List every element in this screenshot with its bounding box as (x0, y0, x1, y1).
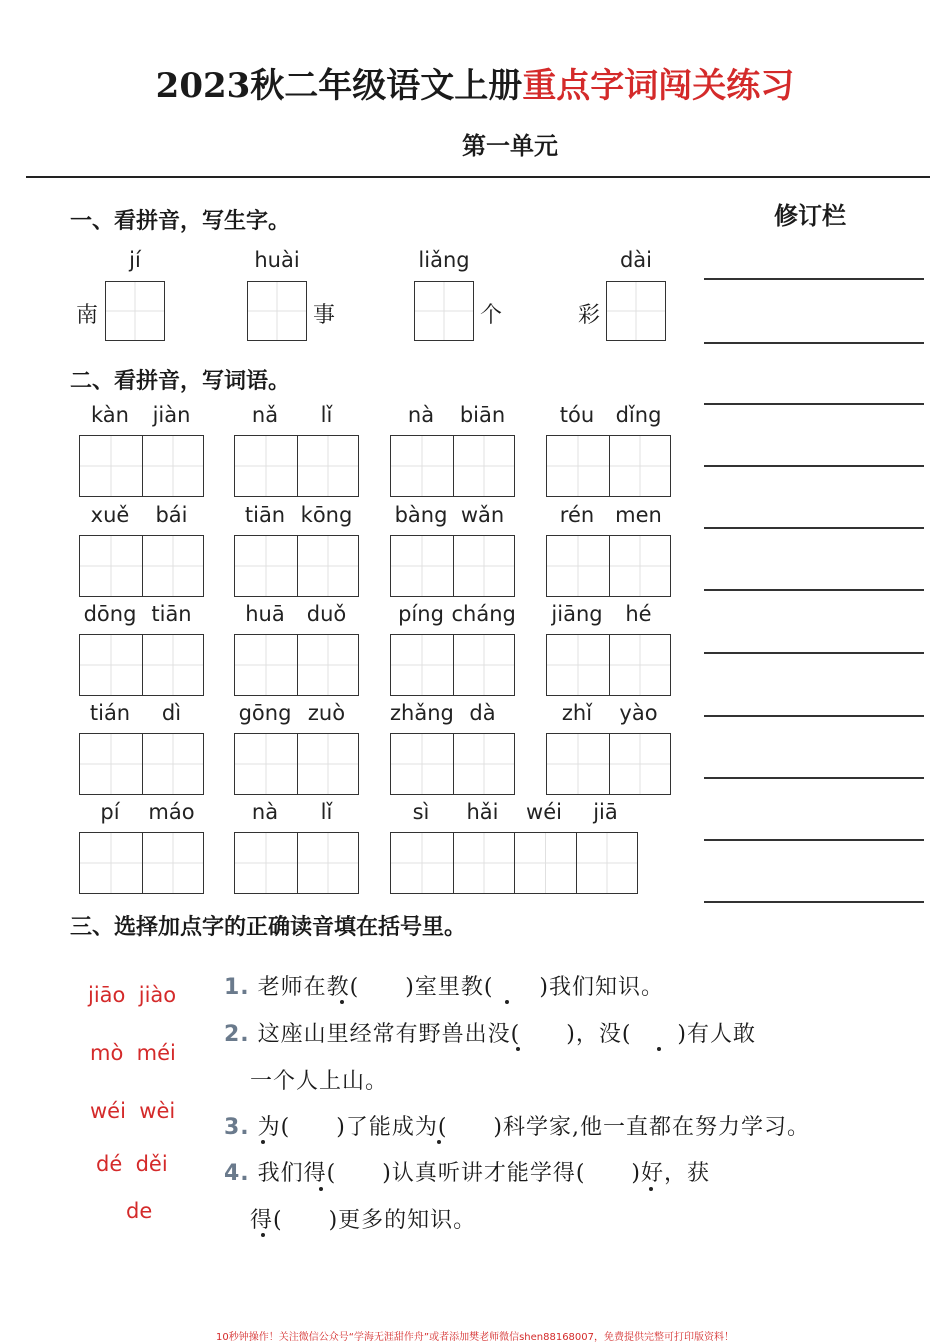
word-box-group (390, 733, 515, 795)
pinyin-label: máo (148, 800, 195, 824)
word-box-group (546, 634, 671, 696)
pinyin-label: dǐng (615, 403, 662, 427)
question-text: 这座山里经常有野兽出没( )，没( )有人敢 (257, 1022, 757, 1047)
revision-line (704, 839, 924, 841)
character-box[interactable] (391, 833, 453, 893)
title-main: 2023秋二年级语文上册 (155, 66, 523, 106)
character-box[interactable] (414, 281, 474, 341)
pinyin-label: jí (129, 248, 141, 272)
question-text: 老师在教( )室里教( )我们知识。 (257, 975, 665, 1000)
section3-heading: 三、选择加点字的正确读音填在括号里。 (70, 915, 467, 940)
word-box-group (390, 832, 638, 894)
character-box[interactable] (453, 833, 515, 893)
character-box[interactable] (453, 536, 515, 596)
question-line (224, 970, 664, 1001)
word-box-group (390, 535, 515, 597)
revision-line (704, 342, 924, 344)
question-number: 4. (224, 1161, 250, 1186)
revision-line (704, 652, 924, 654)
word-box-group (234, 832, 359, 894)
character-box[interactable] (80, 635, 142, 695)
character-box[interactable] (80, 734, 142, 794)
character-box[interactable] (453, 635, 515, 695)
pinyin-label: lǐ (320, 800, 333, 824)
pinyin-label: zhǎng (390, 701, 454, 725)
character-box[interactable] (297, 734, 359, 794)
question-line (250, 1203, 476, 1234)
pinyin-label: huā (245, 602, 285, 626)
character-box[interactable] (235, 635, 297, 695)
pinyin-label: tián (89, 701, 131, 725)
question-number: 3. (224, 1115, 250, 1140)
character-box[interactable] (142, 436, 204, 496)
context-character: 事 (313, 303, 336, 328)
pronunciation-option: de (126, 1199, 153, 1223)
character-box[interactable] (391, 635, 453, 695)
context-character: 彩 (578, 303, 601, 328)
character-box[interactable] (142, 635, 204, 695)
revision-line (704, 403, 924, 405)
word-box-group (390, 435, 515, 497)
pinyin-label: xuě (90, 503, 130, 527)
character-box[interactable] (547, 734, 609, 794)
question-text: 我们得( )认真听讲才能学得( )好，获 (257, 1161, 711, 1186)
character-box[interactable] (80, 833, 142, 893)
revision-line (704, 901, 924, 903)
character-box[interactable] (297, 833, 359, 893)
revision-line (704, 589, 924, 591)
question-line (250, 1064, 388, 1095)
character-box[interactable] (105, 281, 165, 341)
emphasis-dot (319, 1187, 323, 1191)
pinyin-label: bàng (394, 503, 448, 527)
question-line (224, 1110, 810, 1141)
word-box-group (234, 535, 359, 597)
character-box[interactable] (142, 536, 204, 596)
character-box[interactable] (235, 536, 297, 596)
context-character: 南 (76, 303, 99, 328)
word-box-group (234, 634, 359, 696)
footer-note: 10秒钟操作！关注微信公众号“学海无涯甜作舟”或者添加樊老师微信shen88168007，免费提供完整可打印版资料！ (215, 1332, 735, 1343)
pinyin-label: gōng (238, 701, 292, 725)
emphasis-dot (261, 1233, 265, 1237)
question-number: 2. (224, 1022, 250, 1047)
question-text: 一个人上山。 (250, 1069, 389, 1094)
pinyin-label: wéi (526, 800, 562, 824)
question-text: 为( )了能成为( )科学家,他一直都在努力学习。 (257, 1115, 810, 1140)
character-box[interactable] (547, 635, 609, 695)
character-box[interactable] (609, 536, 671, 596)
character-box[interactable] (235, 833, 297, 893)
pinyin-label: hǎi (466, 800, 499, 824)
character-box[interactable] (453, 436, 515, 496)
revision-line (704, 465, 924, 467)
pinyin-label: pí (100, 800, 120, 824)
character-box[interactable] (453, 734, 515, 794)
section1-heading: 一、看拼音，写生字。 (70, 209, 291, 234)
pinyin-label: men (615, 503, 662, 527)
pinyin-label: dōng (83, 602, 137, 626)
question-text: 得( )更多的知识。 (250, 1208, 477, 1233)
word-box-group (234, 733, 359, 795)
question-line (224, 1017, 756, 1048)
character-box[interactable] (235, 734, 297, 794)
word-box-group (79, 832, 204, 894)
pronunciation-option: mò méi (90, 1041, 176, 1065)
pinyin-label: píng (398, 602, 444, 626)
character-box[interactable] (297, 536, 359, 596)
pinyin-label: kōng (300, 503, 353, 527)
emphasis-dot (657, 1047, 661, 1051)
context-character: 个 (480, 303, 503, 328)
word-box-group (79, 634, 204, 696)
unit-title: 第一单元 (462, 131, 558, 160)
word-box-group (79, 435, 204, 497)
page-title (0, 58, 950, 107)
pinyin-label: dài (619, 248, 653, 272)
pinyin-label: tiān (244, 503, 286, 527)
pronunciation-option: jiāo jiào (88, 983, 177, 1007)
word-box-group (546, 535, 671, 597)
pinyin-label: huài (254, 248, 300, 272)
character-box[interactable] (391, 536, 453, 596)
word-box-group (546, 733, 671, 795)
pinyin-label: zuò (307, 701, 346, 725)
pinyin-label: tiān (151, 602, 192, 626)
pinyin-label: hé (625, 602, 652, 626)
emphasis-dot (261, 1140, 265, 1144)
pronunciation-option: dé děi (96, 1152, 168, 1176)
revision-line (704, 777, 924, 779)
pinyin-label: zhǐ (561, 701, 593, 725)
revision-label: 修订栏 (774, 201, 846, 230)
pinyin-label: jiàn (152, 403, 191, 427)
character-box[interactable] (609, 635, 671, 695)
pinyin-label: cháng (451, 602, 516, 626)
character-box[interactable] (609, 436, 671, 496)
character-box[interactable] (247, 281, 307, 341)
character-box[interactable] (547, 536, 609, 596)
character-box[interactable] (391, 436, 453, 496)
character-box[interactable] (576, 833, 638, 893)
pinyin-label: jiāng (551, 602, 603, 626)
section2-heading: 二、看拼音，写词语。 (70, 369, 291, 394)
pronunciation-option: wéi wèi (90, 1099, 176, 1123)
character-box[interactable] (547, 436, 609, 496)
question-line (224, 1156, 710, 1187)
character-box[interactable] (609, 734, 671, 794)
pinyin-label: nà (251, 800, 279, 824)
pinyin-label: lǐ (320, 403, 333, 427)
pinyin-label: rén (559, 503, 595, 527)
pinyin-label: nà (407, 403, 435, 427)
pinyin-label: duǒ (306, 602, 347, 626)
character-box[interactable] (297, 436, 359, 496)
character-box[interactable] (297, 635, 359, 695)
question-number: 1. (224, 975, 250, 1000)
word-box-group (390, 634, 515, 696)
pinyin-label: kàn (91, 403, 129, 427)
revision-line (704, 527, 924, 529)
character-box[interactable] (142, 833, 204, 893)
word-box-group (546, 435, 671, 497)
pinyin-label: tóu (559, 403, 595, 427)
emphasis-dot (649, 1187, 653, 1191)
emphasis-dot (340, 1000, 344, 1004)
character-box[interactable] (606, 281, 666, 341)
character-box[interactable] (80, 436, 142, 496)
emphasis-dot (437, 1140, 441, 1144)
pinyin-label: liǎng (418, 248, 470, 272)
revision-line (704, 278, 924, 280)
pinyin-label: yào (619, 701, 658, 725)
title-highlight: 重点字词闯关练习 (522, 66, 795, 106)
character-box[interactable] (514, 833, 576, 893)
pinyin-label: dì (161, 701, 182, 725)
word-box-group (79, 733, 204, 795)
revision-line (704, 715, 924, 717)
pinyin-label: jiā (593, 800, 618, 824)
pinyin-label: dà (469, 701, 496, 725)
emphasis-dot (505, 1000, 509, 1004)
header-divider (26, 176, 930, 178)
character-box[interactable] (142, 734, 204, 794)
word-box-group (234, 435, 359, 497)
pinyin-label: biān (459, 403, 506, 427)
character-box[interactable] (80, 536, 142, 596)
pinyin-label: wǎn (460, 503, 505, 527)
word-box-group (79, 535, 204, 597)
pinyin-label: nǎ (251, 403, 279, 427)
emphasis-dot (516, 1047, 520, 1051)
pinyin-label: bái (155, 503, 188, 527)
pinyin-label: sì (412, 800, 430, 824)
character-box[interactable] (391, 734, 453, 794)
character-box[interactable] (235, 436, 297, 496)
